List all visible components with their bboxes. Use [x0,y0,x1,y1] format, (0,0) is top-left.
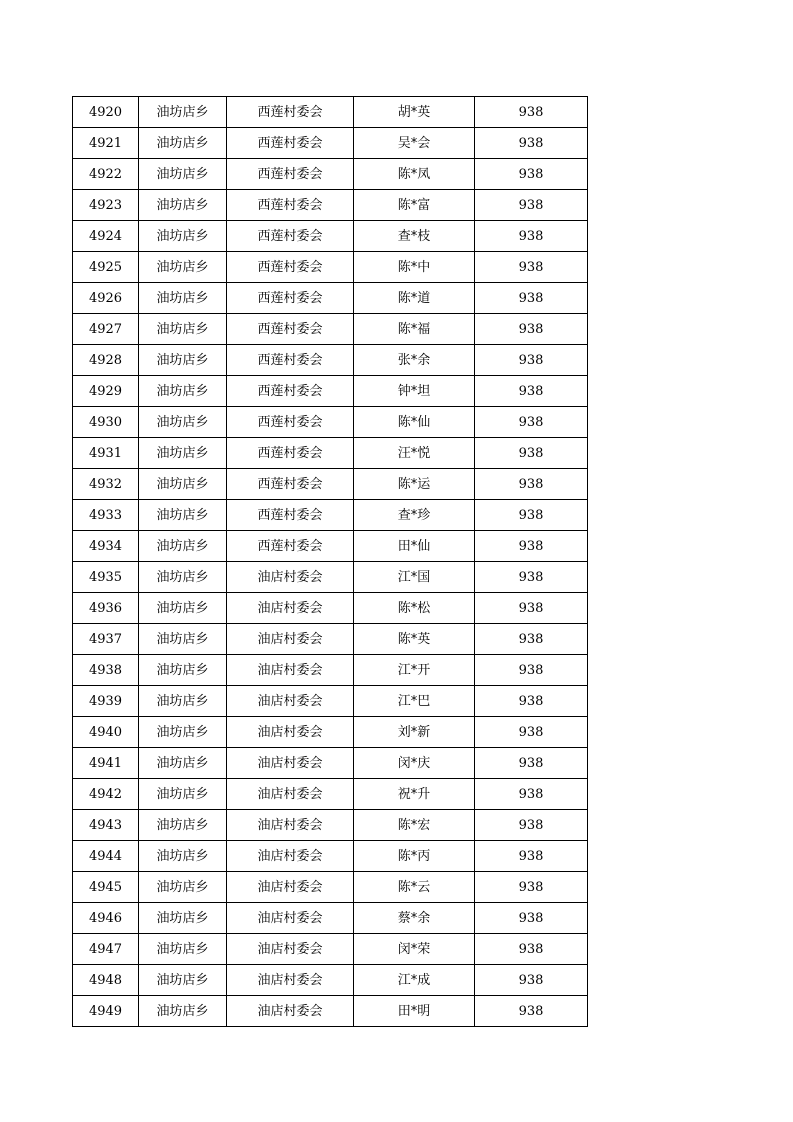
row-number-cell: 4948 [73,965,139,996]
amount-cell: 938 [475,97,588,128]
table-row [73,593,588,624]
village-committee-cell: 西莲村委会 [227,531,354,562]
table-row [73,841,588,872]
name-cell: 陈*云 [354,872,475,903]
township-cell: 油坊店乡 [139,159,227,190]
row-number-cell: 4923 [73,190,139,221]
village-committee-cell: 油店村委会 [227,748,354,779]
township-cell: 油坊店乡 [139,934,227,965]
village-committee-cell: 西莲村委会 [227,283,354,314]
row-number-cell: 4947 [73,934,139,965]
village-committee-cell: 西莲村委会 [227,221,354,252]
village-committee-cell: 西莲村委会 [227,252,354,283]
village-committee-cell: 油店村委会 [227,965,354,996]
table-row [73,283,588,314]
table-row [73,500,588,531]
amount-cell: 938 [475,686,588,717]
village-committee-cell: 西莲村委会 [227,438,354,469]
amount-cell: 938 [475,500,588,531]
table-row [73,128,588,159]
name-cell: 汪*悦 [354,438,475,469]
name-cell: 蔡*余 [354,903,475,934]
village-committee-cell: 西莲村委会 [227,407,354,438]
village-committee-cell: 油店村委会 [227,934,354,965]
name-cell: 田*明 [354,996,475,1027]
village-committee-cell: 油店村委会 [227,872,354,903]
village-committee-cell: 油店村委会 [227,562,354,593]
table-row [73,717,588,748]
row-number-cell: 4928 [73,345,139,376]
village-committee-cell: 西莲村委会 [227,314,354,345]
table-row [73,345,588,376]
township-cell: 油坊店乡 [139,469,227,500]
name-cell: 陈*富 [354,190,475,221]
table-row [73,748,588,779]
row-number-cell: 4926 [73,283,139,314]
row-number-cell: 4946 [73,903,139,934]
row-number-cell: 4940 [73,717,139,748]
amount-cell: 938 [475,717,588,748]
name-cell: 吴*会 [354,128,475,159]
township-cell: 油坊店乡 [139,779,227,810]
amount-cell: 938 [475,376,588,407]
township-cell: 油坊店乡 [139,190,227,221]
village-committee-cell: 西莲村委会 [227,159,354,190]
name-cell: 陈*丙 [354,841,475,872]
amount-cell: 938 [475,934,588,965]
row-number-cell: 4941 [73,748,139,779]
table-body [73,97,588,1027]
amount-cell: 938 [475,903,588,934]
amount-cell: 938 [475,531,588,562]
village-committee-cell: 西莲村委会 [227,190,354,221]
name-cell: 张*余 [354,345,475,376]
table-row [73,531,588,562]
village-committee-cell: 油店村委会 [227,779,354,810]
village-committee-cell: 西莲村委会 [227,376,354,407]
amount-cell: 938 [475,314,588,345]
amount-cell: 938 [475,221,588,252]
row-number-cell: 4944 [73,841,139,872]
name-cell: 陈*中 [354,252,475,283]
amount-cell: 938 [475,438,588,469]
amount-cell: 938 [475,159,588,190]
row-number-cell: 4934 [73,531,139,562]
amount-cell: 938 [475,624,588,655]
amount-cell: 938 [475,345,588,376]
amount-cell: 938 [475,748,588,779]
table-row [73,996,588,1027]
name-cell: 闵*庆 [354,748,475,779]
row-number-cell: 4927 [73,314,139,345]
row-number-cell: 4924 [73,221,139,252]
village-committee-cell: 西莲村委会 [227,345,354,376]
name-cell: 刘*新 [354,717,475,748]
township-cell: 油坊店乡 [139,717,227,748]
amount-cell: 938 [475,593,588,624]
township-cell: 油坊店乡 [139,624,227,655]
township-cell: 油坊店乡 [139,810,227,841]
township-cell: 油坊店乡 [139,128,227,159]
township-cell: 油坊店乡 [139,500,227,531]
row-number-cell: 4935 [73,562,139,593]
row-number-cell: 4939 [73,686,139,717]
township-cell: 油坊店乡 [139,562,227,593]
village-committee-cell: 西莲村委会 [227,128,354,159]
table-row [73,810,588,841]
amount-cell: 938 [475,655,588,686]
table-row [73,376,588,407]
row-number-cell: 4921 [73,128,139,159]
township-cell: 油坊店乡 [139,872,227,903]
village-committee-cell: 油店村委会 [227,624,354,655]
village-committee-cell: 油店村委会 [227,717,354,748]
name-cell: 闵*荣 [354,934,475,965]
row-number-cell: 4945 [73,872,139,903]
village-committee-cell: 西莲村委会 [227,97,354,128]
amount-cell: 938 [475,562,588,593]
township-cell: 油坊店乡 [139,593,227,624]
table-row [73,934,588,965]
township-cell: 油坊店乡 [139,748,227,779]
name-cell: 江*成 [354,965,475,996]
name-cell: 陈*福 [354,314,475,345]
table-row [73,469,588,500]
village-committee-cell: 油店村委会 [227,996,354,1027]
township-cell: 油坊店乡 [139,531,227,562]
table-row [73,655,588,686]
row-number-cell: 4942 [73,779,139,810]
township-cell: 油坊店乡 [139,221,227,252]
village-committee-cell: 油店村委会 [227,841,354,872]
table-row [73,159,588,190]
township-cell: 油坊店乡 [139,407,227,438]
village-committee-cell: 油店村委会 [227,593,354,624]
row-number-cell: 4932 [73,469,139,500]
name-cell: 江*开 [354,655,475,686]
name-cell: 江*巴 [354,686,475,717]
amount-cell: 938 [475,469,588,500]
amount-cell: 938 [475,407,588,438]
township-cell: 油坊店乡 [139,438,227,469]
name-cell: 钟*坦 [354,376,475,407]
township-cell: 油坊店乡 [139,345,227,376]
table-row [73,438,588,469]
row-number-cell: 4925 [73,252,139,283]
village-committee-cell: 油店村委会 [227,686,354,717]
row-number-cell: 4920 [73,97,139,128]
village-committee-cell: 西莲村委会 [227,469,354,500]
name-cell: 胡*英 [354,97,475,128]
table-row [73,965,588,996]
table-row [73,314,588,345]
row-number-cell: 4930 [73,407,139,438]
amount-cell: 938 [475,252,588,283]
row-number-cell: 4938 [73,655,139,686]
table-row [73,872,588,903]
table-row [73,686,588,717]
township-cell: 油坊店乡 [139,97,227,128]
amount-cell: 938 [475,872,588,903]
amount-cell: 938 [475,996,588,1027]
village-committee-cell: 油店村委会 [227,810,354,841]
township-cell: 油坊店乡 [139,314,227,345]
row-number-cell: 4936 [73,593,139,624]
table-row [73,624,588,655]
amount-cell: 938 [475,190,588,221]
name-cell: 陈*宏 [354,810,475,841]
table-row [73,221,588,252]
amount-cell: 938 [475,283,588,314]
row-number-cell: 4922 [73,159,139,190]
amount-cell: 938 [475,810,588,841]
row-number-cell: 4933 [73,500,139,531]
name-cell: 田*仙 [354,531,475,562]
name-cell: 江*国 [354,562,475,593]
township-cell: 油坊店乡 [139,252,227,283]
village-committee-cell: 西莲村委会 [227,500,354,531]
row-number-cell: 4949 [73,996,139,1027]
name-cell: 陈*仙 [354,407,475,438]
village-committee-cell: 油店村委会 [227,903,354,934]
township-cell: 油坊店乡 [139,996,227,1027]
township-cell: 油坊店乡 [139,376,227,407]
table-row [73,562,588,593]
table-row [73,97,588,128]
name-cell: 陈*凤 [354,159,475,190]
row-number-cell: 4931 [73,438,139,469]
table-row [73,407,588,438]
village-committee-cell: 油店村委会 [227,655,354,686]
data-table [72,96,588,1027]
name-cell: 陈*松 [354,593,475,624]
table-row [73,779,588,810]
table-row [73,190,588,221]
name-cell: 查*枝 [354,221,475,252]
amount-cell: 938 [475,779,588,810]
row-number-cell: 4943 [73,810,139,841]
amount-cell: 938 [475,128,588,159]
amount-cell: 938 [475,965,588,996]
township-cell: 油坊店乡 [139,283,227,314]
row-number-cell: 4929 [73,376,139,407]
name-cell: 陈*运 [354,469,475,500]
township-cell: 油坊店乡 [139,841,227,872]
name-cell: 陈*英 [354,624,475,655]
township-cell: 油坊店乡 [139,686,227,717]
row-number-cell: 4937 [73,624,139,655]
table-row [73,252,588,283]
table-row [73,903,588,934]
name-cell: 陈*道 [354,283,475,314]
township-cell: 油坊店乡 [139,655,227,686]
township-cell: 油坊店乡 [139,965,227,996]
amount-cell: 938 [475,841,588,872]
name-cell: 查*珍 [354,500,475,531]
township-cell: 油坊店乡 [139,903,227,934]
name-cell: 祝*升 [354,779,475,810]
